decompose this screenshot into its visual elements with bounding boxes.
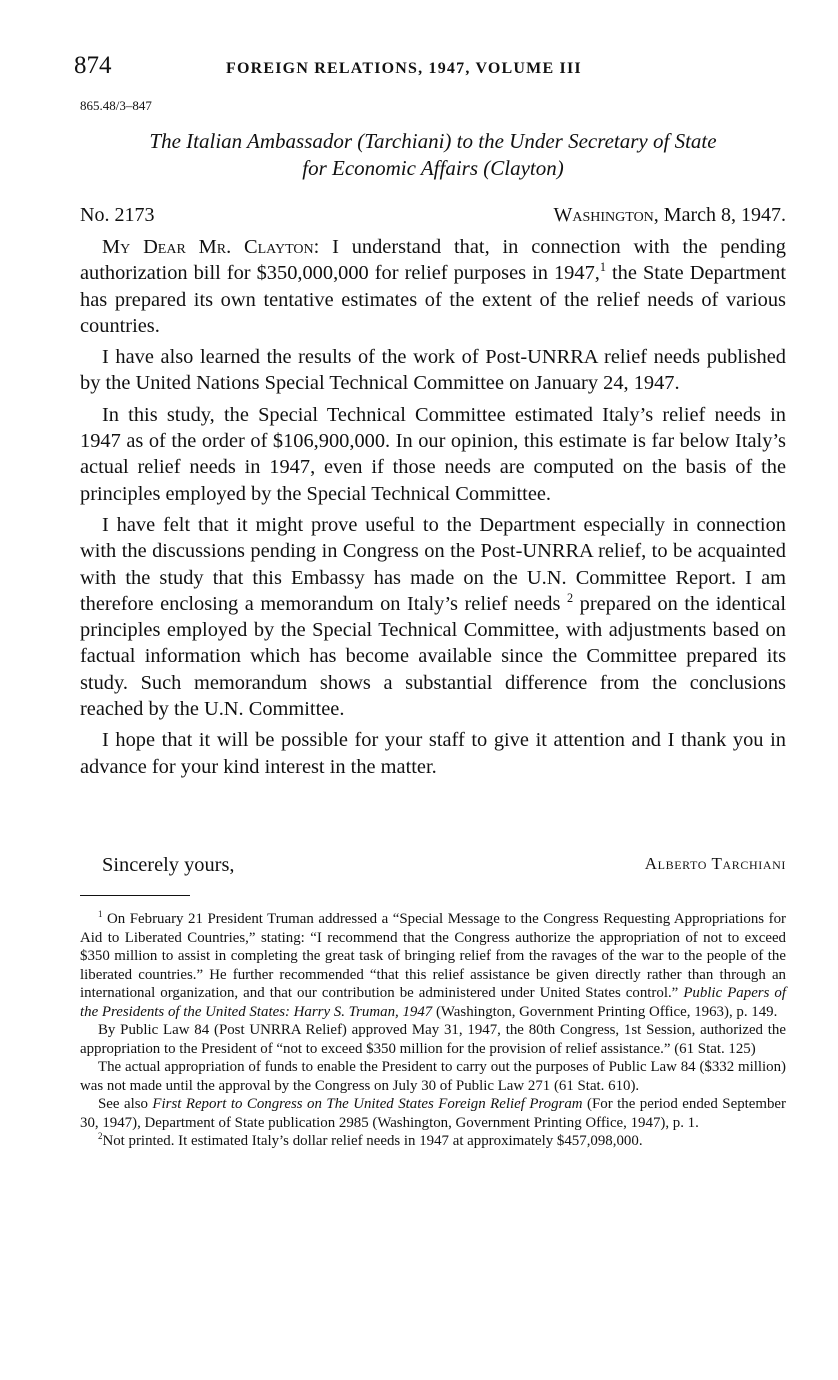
- complimentary-close: Sincerely yours,: [102, 854, 235, 876]
- title-line-1: The Italian Ambassador (Tarchiani) to the Under Secretary of State: [149, 129, 717, 153]
- paragraph-4: [80, 512, 786, 722]
- date: March 8, 1947.: [663, 204, 786, 226]
- footnote-1-paragraph-4: [80, 1095, 786, 1132]
- title-line-2: for Economic Affairs (Clayton): [302, 156, 564, 180]
- footnote-ref-1: 1: [599, 260, 606, 275]
- place-and-date: [554, 204, 787, 227]
- footnote-1: [80, 910, 786, 1021]
- footnote-1-paragraph-3: The actual appropriation of funds to enable the President to carry out the purposes of Public Law 84 ($332 million) was not made until the approval by the Congress on July 30 of Public Law 271 (61 Stat. 610).: [80, 1059, 786, 1094]
- file-number: 865.48/3–847: [80, 98, 152, 113]
- paragraph-5: I hope that it will be possible for your staff to give it attention and I thank you in advance for your kind interest in the matter.: [80, 729, 786, 778]
- footnote-1-citation: Public Papers of the Presidents of the United States: Harry S. Truman, 1947: [80, 985, 786, 1020]
- footnote-1-text-end: (Washington, Government Printing Office, 1963), p. 149.: [432, 1003, 778, 1020]
- page-number: 874: [74, 52, 112, 79]
- footnote-1-marker: 1: [98, 909, 103, 920]
- running-head: FOREIGN RELATIONS, 1947, VOLUME III: [226, 60, 582, 77]
- document-number: No. 2173: [80, 204, 155, 226]
- letter-closing: [80, 854, 786, 882]
- document-title: [80, 128, 786, 182]
- paragraph-1-text-a: I understand that, in connection with the pending authorization bill for $350,000,000 for relief purposes in 1947,: [80, 236, 786, 285]
- paragraph-3: In this study, the Special Technical Committee estimated Italy’s relief needs in 1947 as of the order of $106,900,000. In our opinion, this estimate is far below Italy’s actual relief needs in 1947, even if those needs are computed on the basis of the principles employed by the Special Technical Committee.: [80, 403, 786, 505]
- dateline: [80, 204, 786, 232]
- paragraph-1: [80, 234, 786, 339]
- footnote-ref-2: 2: [566, 591, 574, 606]
- footnote-2-text: Not printed. It estimated Italy’s dollar relief needs in 1947 at approximately $457,098,000.: [102, 1133, 643, 1149]
- footnote-divider: [80, 895, 190, 896]
- paragraph-4-text-a: I have felt that it might prove useful to the Department especially in connection with the discussions pending in Congress on the Post-UNRRA relief, to be acquainted with the study that this Embassy has made on the U.N. Committee Report. I am therefore enclosing a memorandum on Italy’s relief needs: [80, 513, 786, 615]
- paragraph-2: I have also learned the results of the work of Post-UNRRA relief needs published by the United Nations Special Technical Committee on January 24, 1947.: [80, 346, 786, 395]
- salutation: My Dear Mr. Clayton:: [102, 236, 320, 258]
- footnotes: [80, 910, 786, 1151]
- footnote-1-text: On February 21 President Truman addressed a “Special Message to the Congress Requesting Appropriations for Aid to Liberated Countries,” stating: “I recommend that the Congress authorize the appropriation of not to exceed $350 million to assist in completing the great task of bringing relief from the ravages of the war to the people of the liberated countries.” He further recommended “that this relief assistance be given directly rather than through an international organization, and that our contribution be administered under United States control.”: [80, 911, 786, 1001]
- paragraph-4-text-b: prepared on the identical principles employed by the Special Technical Committee, with adjustments based on factual information which has become available since the Committee prepared its study. Such memorandum shows a substantial difference from the conclusions reached by the U.N. Committee.: [80, 592, 786, 721]
- footnote-2-marker: 2: [98, 1131, 103, 1142]
- footnote-1-p4-citation: First Report to Congress on The United States Foreign Relief Program: [152, 1096, 583, 1112]
- paragraph-1-text-b: the State Department has prepared its own tentative estimates of the extent of the relief needs of various countries.: [80, 262, 786, 337]
- footnote-1-paragraph-2: By Public Law 84 (Post UNRRA Relief) approved May 31, 1947, the 80th Congress, 1st Session, authorized the appropriation to the President of “not to exceed $350 million for the provision of relief assistance.” (61 Stat. 125): [80, 1022, 786, 1057]
- signature: Alberto Tarchiani: [644, 854, 786, 873]
- footnote-1-p4-rest: (For the period ended September 30, 1947), Department of State publication 2985 (Washington, Government Printing Office, 1947), p. 1.: [80, 1096, 786, 1131]
- footnote-2: [80, 1132, 786, 1151]
- footnote-1-p4-lead: See also: [98, 1096, 153, 1112]
- place: Washington,: [553, 204, 659, 226]
- letter-body: [80, 234, 786, 785]
- page-header: [74, 52, 786, 84]
